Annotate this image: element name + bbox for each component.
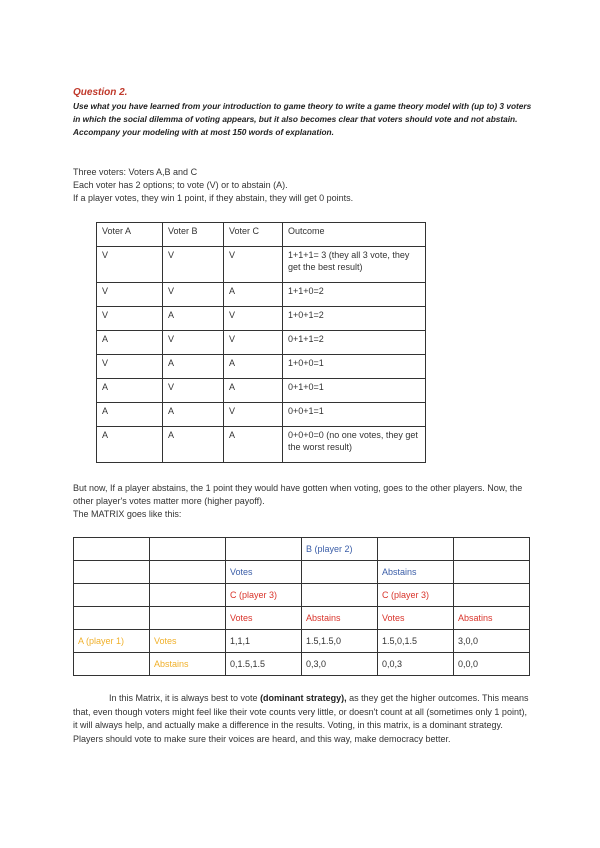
outcomes-table: [96, 222, 426, 463]
cell: V: [97, 247, 163, 283]
table-row: [97, 247, 426, 283]
table-header-row: [97, 223, 426, 247]
table-row: [97, 355, 426, 379]
cell: 1+0+1=2: [283, 307, 426, 331]
empty-cell: [74, 584, 150, 607]
c-votes-label: Votes: [226, 607, 302, 630]
empty-cell: [454, 561, 530, 584]
cell: A: [163, 403, 224, 427]
cell: A: [163, 427, 224, 463]
cell: 0+1+0=1: [283, 379, 426, 403]
empty-cell: [302, 584, 378, 607]
cell: V: [163, 283, 224, 307]
matrix-row: [74, 653, 530, 676]
cell: A: [97, 331, 163, 355]
payoff-cell: 1.5,1.5,0: [302, 630, 378, 653]
b-abstains-label: Abstains: [378, 561, 454, 584]
cell: V: [97, 283, 163, 307]
cell: V: [163, 379, 224, 403]
question-prompt: Use what you have learned from your introduction to game theory to write a game theory model with (up to) 3 voters in which the social dilemma of voting appears, but it also becomes clear that voters should vote and not abstain. Accompany your modeling with at most 150 words of explanation.: [73, 101, 532, 137]
cell: V: [163, 331, 224, 355]
matrix-row: [74, 607, 530, 630]
payoff-cell: 0,0,0: [454, 653, 530, 676]
payoff-cell: 1.5,0,1.5: [378, 630, 454, 653]
cell: 1+1+1= 3 (they all 3 vote, they get the best result): [283, 247, 426, 283]
cell: A: [163, 355, 224, 379]
payoff-matrix: [73, 537, 530, 676]
cell: A: [97, 427, 163, 463]
a-abstains-label: Abstains: [150, 653, 226, 676]
payoff-cell: 0,1.5,1.5: [226, 653, 302, 676]
conclusion-paragraph: [73, 692, 533, 746]
conclusion-bold: (dominant strategy),: [260, 693, 347, 703]
payoff-cell: 0,0,3: [378, 653, 454, 676]
cell: 1+1+0=2: [283, 283, 426, 307]
intro-line-2: Each voter has 2 options; to vote (V) or to abstain (A).: [73, 180, 288, 190]
b-player-label: B (player 2): [302, 538, 378, 561]
cell: A: [224, 427, 283, 463]
cell: V: [224, 307, 283, 331]
conclusion-lead: In this Matrix, it is always best to vote: [109, 693, 261, 703]
cell: 0+1+1=2: [283, 331, 426, 355]
payoff-cell: 1,1,1: [226, 630, 302, 653]
payoff-cell: 3,0,0: [454, 630, 530, 653]
a-player-label: A (player 1): [74, 630, 150, 653]
cell: V: [97, 307, 163, 331]
cell: V: [163, 247, 224, 283]
c-player-label-2: C (player 3): [378, 584, 454, 607]
c-abstains-label-2: Absatins: [454, 607, 530, 630]
matrix-row: [74, 584, 530, 607]
table-row: [97, 307, 426, 331]
empty-cell: [302, 561, 378, 584]
c-votes-label-2: Votes: [378, 607, 454, 630]
conclusion-rest: as they get the higher outcomes. This means that, even though voters might feel like their vote counts very little, or doesn't count at all (sometimes only 1 point), it will always help, and actually make a difference in the results. Voting, in this matrix, is a dominant strategy. Players should vote to make sure their voices are heard, and this way, make democracy better.: [73, 693, 529, 744]
question-title: Question 2.: [73, 87, 128, 98]
payoff-cell: 0,3,0: [302, 653, 378, 676]
middle-line-2: The MATRIX goes like this:: [73, 509, 182, 519]
empty-cell: [150, 584, 226, 607]
cell: V: [97, 355, 163, 379]
empty-cell: [454, 538, 530, 561]
cell: A: [163, 307, 224, 331]
cell: A: [224, 355, 283, 379]
matrix-row: [74, 630, 530, 653]
table-row: [97, 283, 426, 307]
empty-cell: [74, 607, 150, 630]
header-voter-a: Voter A: [97, 223, 163, 247]
empty-cell: [150, 561, 226, 584]
table-row: [97, 379, 426, 403]
intro-line-3: If a player votes, they win 1 point, if they abstain, they will get 0 points.: [73, 193, 354, 203]
middle-paragraph: [73, 482, 533, 521]
cell: A: [224, 283, 283, 307]
cell: A: [97, 403, 163, 427]
c-player-label: C (player 3): [226, 584, 302, 607]
cell: A: [97, 379, 163, 403]
matrix-row: [74, 538, 530, 561]
cell: V: [224, 403, 283, 427]
c-abstains-label: Abstains: [302, 607, 378, 630]
empty-cell: [454, 584, 530, 607]
empty-cell: [150, 538, 226, 561]
cell: V: [224, 331, 283, 355]
matrix-row: [74, 561, 530, 584]
middle-line-1: But now, If a player abstains, the 1 point they would have gotten when voting, goes to the other players. Now, the other player's votes matter more (higher payoff).: [73, 483, 523, 506]
empty-cell: [74, 538, 150, 561]
empty-cell: [150, 607, 226, 630]
empty-cell: [226, 538, 302, 561]
cell: 1+0+0=1: [283, 355, 426, 379]
empty-cell: [74, 653, 150, 676]
a-votes-label: Votes: [150, 630, 226, 653]
intro-line-1: Three voters: Voters A,B and C: [73, 167, 198, 177]
table-row: [97, 427, 426, 463]
cell: 0+0+0=0 (no one votes, they get the worst result): [283, 427, 426, 463]
cell: 0+0+1=1: [283, 403, 426, 427]
header-voter-b: Voter B: [163, 223, 224, 247]
b-votes-label: Votes: [226, 561, 302, 584]
header-voter-c: Voter C: [224, 223, 283, 247]
table-row: [97, 403, 426, 427]
cell: A: [224, 379, 283, 403]
cell: V: [224, 247, 283, 283]
header-outcome: Outcome: [283, 223, 426, 247]
intro-paragraph: [73, 166, 533, 205]
empty-cell: [74, 561, 150, 584]
empty-cell: [378, 538, 454, 561]
table-row: [97, 331, 426, 355]
